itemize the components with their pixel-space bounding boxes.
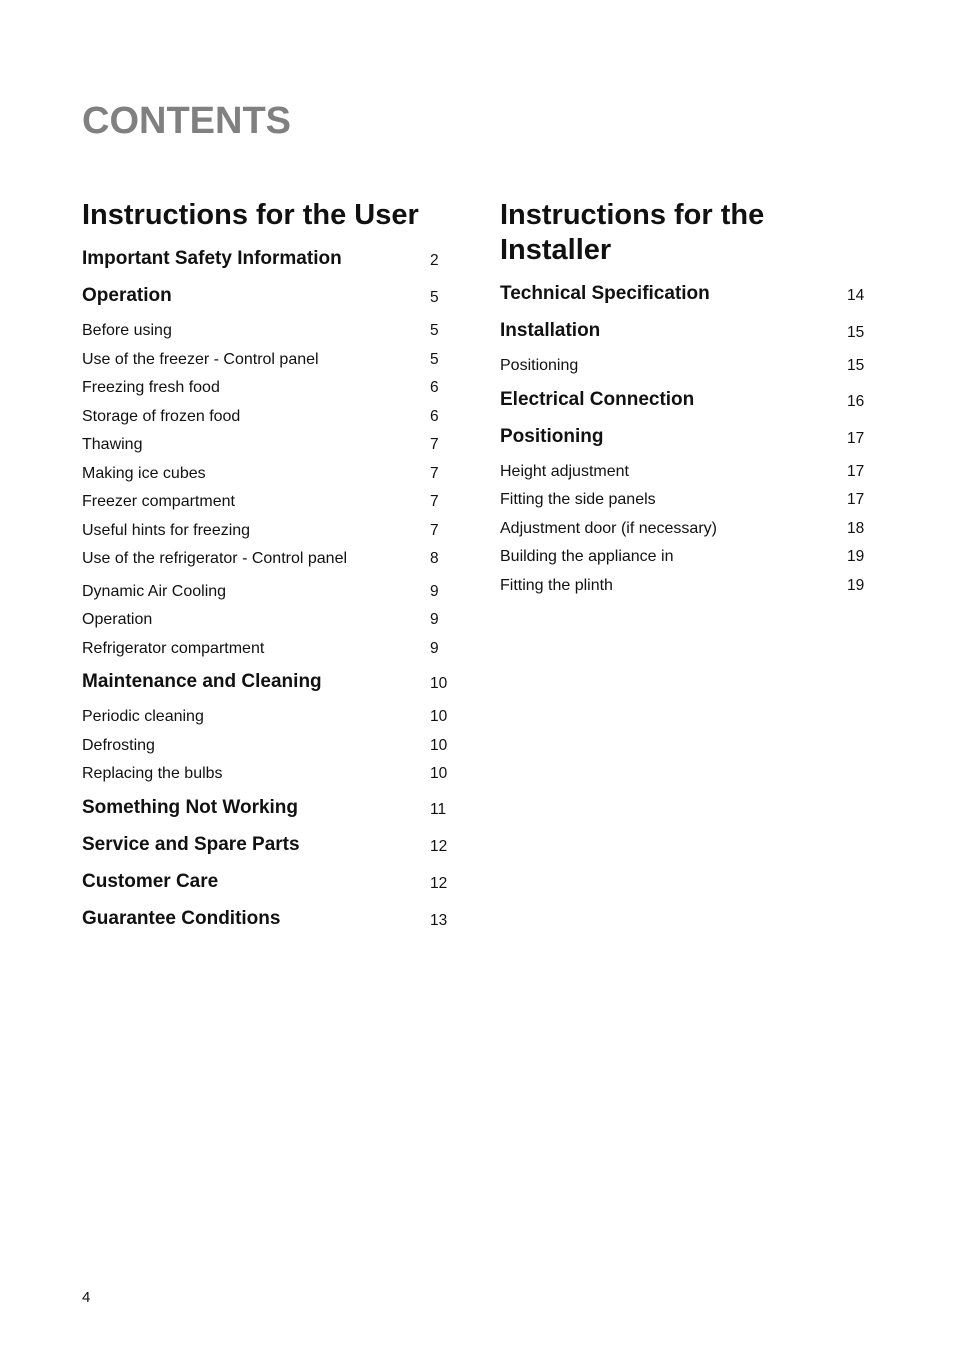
toc-entry-label: Fitting the plinth	[500, 576, 613, 594]
toc-page-number: 15	[847, 357, 865, 374]
toc-subsection-entry[interactable]	[500, 547, 870, 576]
toc-section-entry[interactable]	[82, 870, 452, 907]
toc-page-number: 10	[430, 736, 448, 754]
toc-entry-label: Freezing fresh food	[82, 379, 220, 396]
toc-entry-label: Refrigerator compartment	[82, 639, 265, 657]
toc-page-number: 19	[847, 576, 865, 594]
toc-page-number: 5	[430, 350, 439, 368]
toc-entry-label: Fitting the side panels	[500, 491, 656, 508]
toc-entry-label: Important Safety Information	[82, 248, 342, 269]
toc-page-number: 8	[430, 550, 439, 567]
toc-entry-label: Useful hints for freezing	[82, 521, 251, 539]
toc-entry-label: Maintenance and Cleaning	[82, 671, 322, 692]
toc-subsection-entry[interactable]	[82, 521, 452, 550]
toc-page-number: 9	[430, 582, 439, 600]
toc-section-entry[interactable]	[82, 907, 452, 944]
toc-subsection-entry[interactable]	[82, 610, 452, 639]
toc-page-number: 7	[430, 493, 439, 510]
toc-subsection-entry[interactable]	[82, 321, 452, 350]
toc-page-number: 7	[430, 464, 439, 482]
installer-toc-list	[500, 282, 870, 604]
toc-entry-label: Use of the refrigerator - Control panel	[82, 550, 348, 567]
toc-page-number: 17	[847, 429, 865, 447]
toc-entry-label: Service and Spare Parts	[82, 833, 300, 855]
toc-page-number: 6	[430, 379, 439, 396]
toc-entry-label: Installation	[500, 320, 601, 341]
page-title: CONTENTS	[82, 100, 291, 142]
toc-subsection-entry[interactable]	[500, 490, 870, 519]
toc-entry-label: Replacing the bulbs	[82, 765, 223, 782]
toc-page-number: 7	[430, 521, 439, 539]
toc-subsection-entry[interactable]	[82, 464, 452, 493]
toc-entry-label: Positioning	[500, 357, 579, 374]
toc-section-entry[interactable]	[500, 282, 870, 319]
user-instructions-column	[82, 198, 452, 944]
toc-entry-label: Guarantee Conditions	[82, 907, 281, 929]
toc-subsection-entry[interactable]	[500, 462, 870, 491]
toc-page-number: 12	[430, 874, 448, 892]
page-number: 4	[82, 1289, 91, 1306]
toc-entry-label: Electrical Connection	[500, 388, 695, 410]
toc-subsection-entry[interactable]	[82, 582, 452, 611]
toc-section-entry[interactable]	[82, 284, 452, 321]
installer-instructions-column	[500, 198, 870, 604]
toc-entry-label: Thawing	[82, 436, 143, 453]
toc-page-number: 6	[430, 407, 439, 425]
toc-subsection-entry[interactable]	[82, 435, 452, 464]
toc-entry-label: Building the appliance in	[500, 548, 674, 565]
toc-page-number: 9	[430, 611, 439, 628]
toc-page-number: 12	[430, 837, 448, 855]
toc-entry-label: Dynamic Air Cooling	[82, 582, 227, 600]
toc-subsection-entry[interactable]	[82, 736, 452, 765]
toc-entry-label: Defrosting	[82, 736, 155, 754]
toc-subsection-entry[interactable]	[82, 350, 452, 379]
toc-page-number: 9	[430, 639, 439, 657]
toc-entry-label: Before using	[82, 322, 172, 339]
toc-entry-label: Freezer compartment	[82, 493, 235, 510]
toc-page-number: 10	[430, 708, 448, 725]
toc-page-number: 5	[430, 322, 439, 339]
toc-entry-label: Operation	[82, 285, 172, 306]
toc-subsection-entry[interactable]	[500, 356, 870, 385]
toc-section-entry[interactable]	[82, 670, 452, 707]
toc-entry-label: Positioning	[500, 425, 604, 447]
toc-entry-label: Use of the freezer - Control panel	[82, 350, 319, 368]
toc-subsection-entry[interactable]	[82, 407, 452, 436]
toc-entry-label: Storage of frozen food	[82, 407, 241, 425]
toc-entry-label: Periodic cleaning	[82, 708, 204, 725]
user-instructions-heading: Instructions for the User	[82, 199, 419, 231]
toc-entry-label: Customer Care	[82, 870, 219, 892]
toc-subsection-entry[interactable]	[82, 549, 452, 578]
toc-section-entry[interactable]	[82, 247, 452, 284]
toc-subsection-entry[interactable]	[82, 764, 452, 793]
toc-page-number: 7	[430, 436, 439, 453]
toc-page-number: 2	[430, 252, 439, 269]
toc-page-number: 19	[847, 548, 865, 565]
toc-subsection-entry[interactable]	[82, 707, 452, 736]
toc-subsection-entry[interactable]	[500, 519, 870, 548]
toc-entry-label: Something Not Working	[82, 796, 299, 818]
toc-page-number: 11	[430, 800, 447, 818]
toc-subsection-entry[interactable]	[82, 378, 452, 407]
toc-subsection-entry[interactable]	[82, 492, 452, 521]
toc-section-entry[interactable]	[82, 796, 452, 833]
toc-page-number: 17	[847, 462, 865, 480]
toc-page-number: 10	[430, 765, 448, 782]
user-toc-list	[82, 247, 452, 944]
toc-subsection-entry[interactable]	[82, 639, 452, 668]
toc-entry-label: Adjustment door (if necessary)	[500, 519, 717, 537]
toc-page-number: 10	[430, 675, 448, 692]
toc-section-entry[interactable]	[500, 388, 870, 425]
toc-entry-label: Operation	[82, 611, 153, 628]
toc-page-number: 5	[430, 289, 439, 306]
toc-section-entry[interactable]	[500, 425, 870, 462]
toc-section-entry[interactable]	[82, 833, 452, 870]
toc-entry-label: Technical Specification	[500, 283, 710, 304]
toc-subsection-entry[interactable]	[500, 576, 870, 605]
toc-page-number: 13	[430, 911, 448, 929]
toc-entry-label: Height adjustment	[500, 462, 629, 480]
toc-section-entry[interactable]	[500, 319, 870, 356]
toc-page-number: 16	[847, 392, 865, 410]
toc-page-number: 17	[847, 491, 865, 508]
installer-instructions-heading: Instructions for the Installer	[500, 199, 765, 266]
toc-page-number: 18	[847, 519, 865, 537]
toc-page-number: 15	[847, 324, 865, 341]
toc-page-number: 14	[847, 287, 865, 304]
toc-entry-label: Making ice cubes	[82, 464, 206, 482]
